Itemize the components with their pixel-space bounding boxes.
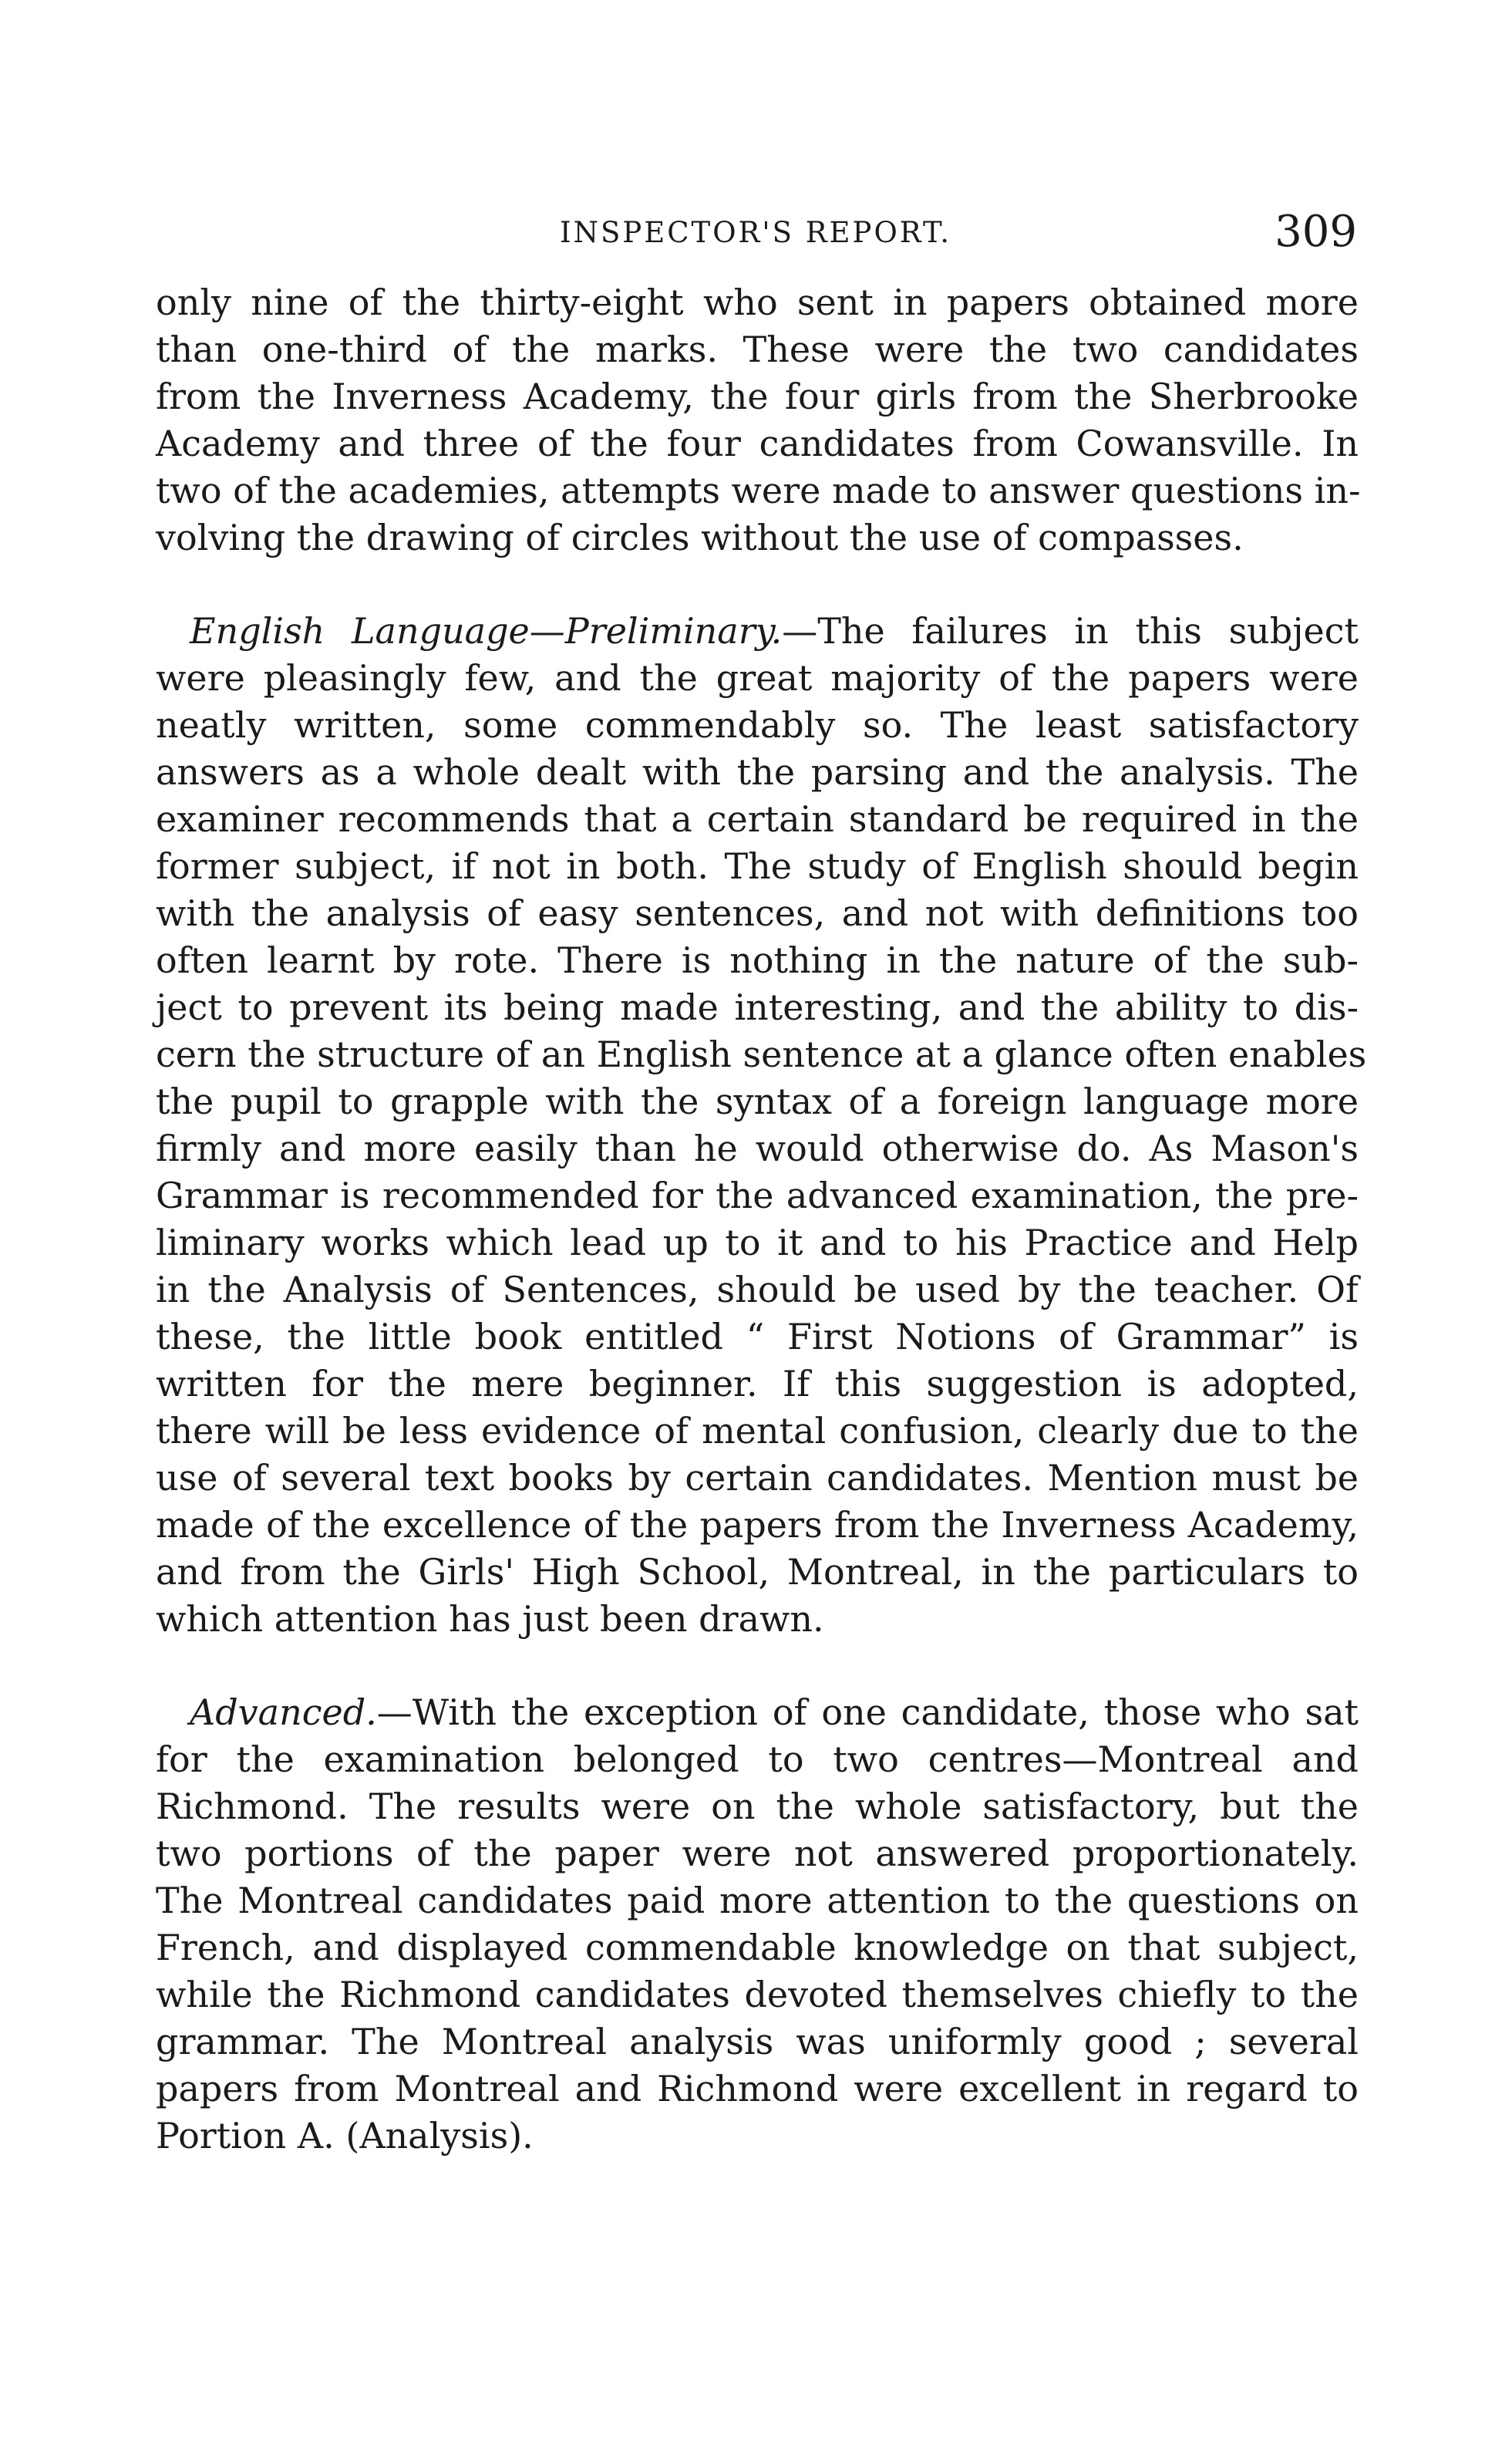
text-line [156,1736,1359,1783]
line-text: in the Analysis of Sentences, should be used by the teacher. Of [156,1269,1359,1310]
text-line [156,655,1359,702]
line-text: Grammar is recommended for the advanced examination, the pre- [156,1175,1359,1216]
text-line [156,2066,1359,2113]
line-text: liminary works which lead up to it and to his Practice and Help [156,1222,1359,1263]
text-line [156,1266,1359,1313]
text-line [156,1408,1359,1455]
line-text: —The failures in this subject [782,610,1359,652]
line-text: from the Inverness Academy, the four girls from the Sherbrooke [156,376,1359,417]
line-text: for the examination belonged to two centres—Montreal and [156,1738,1359,1780]
line-text: volving the drawing of circles without the use of compasses. [156,517,1244,558]
line-text: often learnt by rote. There is nothing in the nature of the sub- [156,939,1359,981]
text-line [156,890,1359,937]
line-text: and from the Girls' High School, Montreal, in the particulars to [156,1551,1359,1593]
line-text: answers as a whole dealt with the parsing and the analysis. The [156,751,1359,793]
text-line [156,326,1359,373]
line-text: Academy and three of the four candidates from Cowansville. In [156,423,1359,464]
italic-heading: English Language—Preliminary. [190,610,783,652]
line-text: there will be less evidence of mental confusion, clearly due to the [156,1410,1359,1452]
text-line [156,1689,1359,1736]
text-line [156,608,1359,655]
line-text: these, the little book entitled “ First Notions of Grammar” is [156,1316,1359,1357]
line-text: with the analysis of easy sentences, and not with definitions too [156,892,1359,934]
line-text: than one-third of the marks. These were the two candidates [156,329,1359,370]
text-line [156,1172,1359,1219]
text-line [156,420,1359,467]
text-line [156,1924,1359,1971]
line-text: Richmond. The results were on the whole satisfactory, but the [156,1786,1359,1827]
line-text: former subject, if not in both. The study of English should begin [156,845,1359,887]
text-line [156,1219,1359,1266]
text-line [156,373,1359,420]
text-line [156,467,1359,514]
line-text: neatly written, some commendably so. The least satisfactory [156,704,1359,746]
line-text: firmly and more easily than he would otherwise do. As Mason's [156,1128,1359,1169]
text-line [156,984,1359,1031]
line-text: which attention has just been drawn. [156,1598,824,1640]
text-line [156,1031,1367,1078]
text-line [156,749,1359,796]
text-line [156,1783,1359,1830]
line-text: The Montreal candidates paid more attention to the questions on [156,1880,1359,1921]
paragraph-2 [156,608,1367,1643]
line-text: examiner recommends that a certain standard be required in the [156,798,1359,840]
running-title: INSPECTOR'S REPORT. [559,216,951,249]
text-line [156,279,1359,326]
line-text: French, and displayed commendable knowledge on that subject, [156,1927,1359,1968]
text-line [156,843,1359,890]
line-text: cern the structure of an English sentence at a glance often enables [156,1034,1367,1075]
line-text: papers from Montreal and Richmond were excellent in regard to [156,2068,1359,2109]
text-line [156,2113,1359,2160]
text-line [156,1830,1359,1877]
page-number: 309 [1275,207,1357,257]
line-text: ject to prevent its being made interesting, and the ability to dis- [156,986,1359,1028]
text-line [156,1596,1359,1643]
line-text: written for the mere beginner. If this suggestion is adopted, [156,1363,1359,1405]
line-text: —With the exception of one candidate, those who sat [376,1691,1359,1733]
text-line [156,514,1359,561]
text-line [156,1125,1359,1172]
text-line [156,1313,1359,1361]
text-line [156,1455,1359,1502]
text-line [156,1502,1359,1549]
text-line [156,1078,1359,1125]
body-text [156,279,1367,2206]
line-text: only nine of the thirty-eight who sent in papers obtained more [156,282,1359,323]
text-line [156,2018,1359,2066]
text-line [156,702,1359,749]
line-text: the pupil to grapple with the syntax of a foreign language more [156,1081,1359,1122]
text-line [156,1361,1359,1408]
text-line [156,1877,1359,1924]
running-header [154,207,1357,268]
line-text: use of several text books by certain candidates. Mention must be [156,1457,1359,1499]
line-text: two of the academies, attempts were made to answer questions in- [156,470,1361,511]
line-text: made of the excellence of the papers from the Inverness Academy, [156,1504,1359,1546]
text-line [156,937,1359,984]
italic-heading: Advanced. [190,1691,377,1733]
paragraph-3 [156,1689,1359,2160]
text-line [156,1549,1359,1596]
text-line [156,796,1359,843]
line-text: were pleasingly few, and the great majority of the papers were [156,657,1359,699]
line-text: while the Richmond candidates devoted themselves chiefly to the [156,1974,1359,2015]
line-text: two portions of the paper were not answered proportionately. [156,1833,1359,1874]
text-line [156,1971,1359,2018]
line-text: grammar. The Montreal analysis was uniformly good ; several [156,2021,1359,2062]
paragraph-1 [156,279,1359,561]
line-text: Portion A. (Analysis). [156,2115,534,2157]
